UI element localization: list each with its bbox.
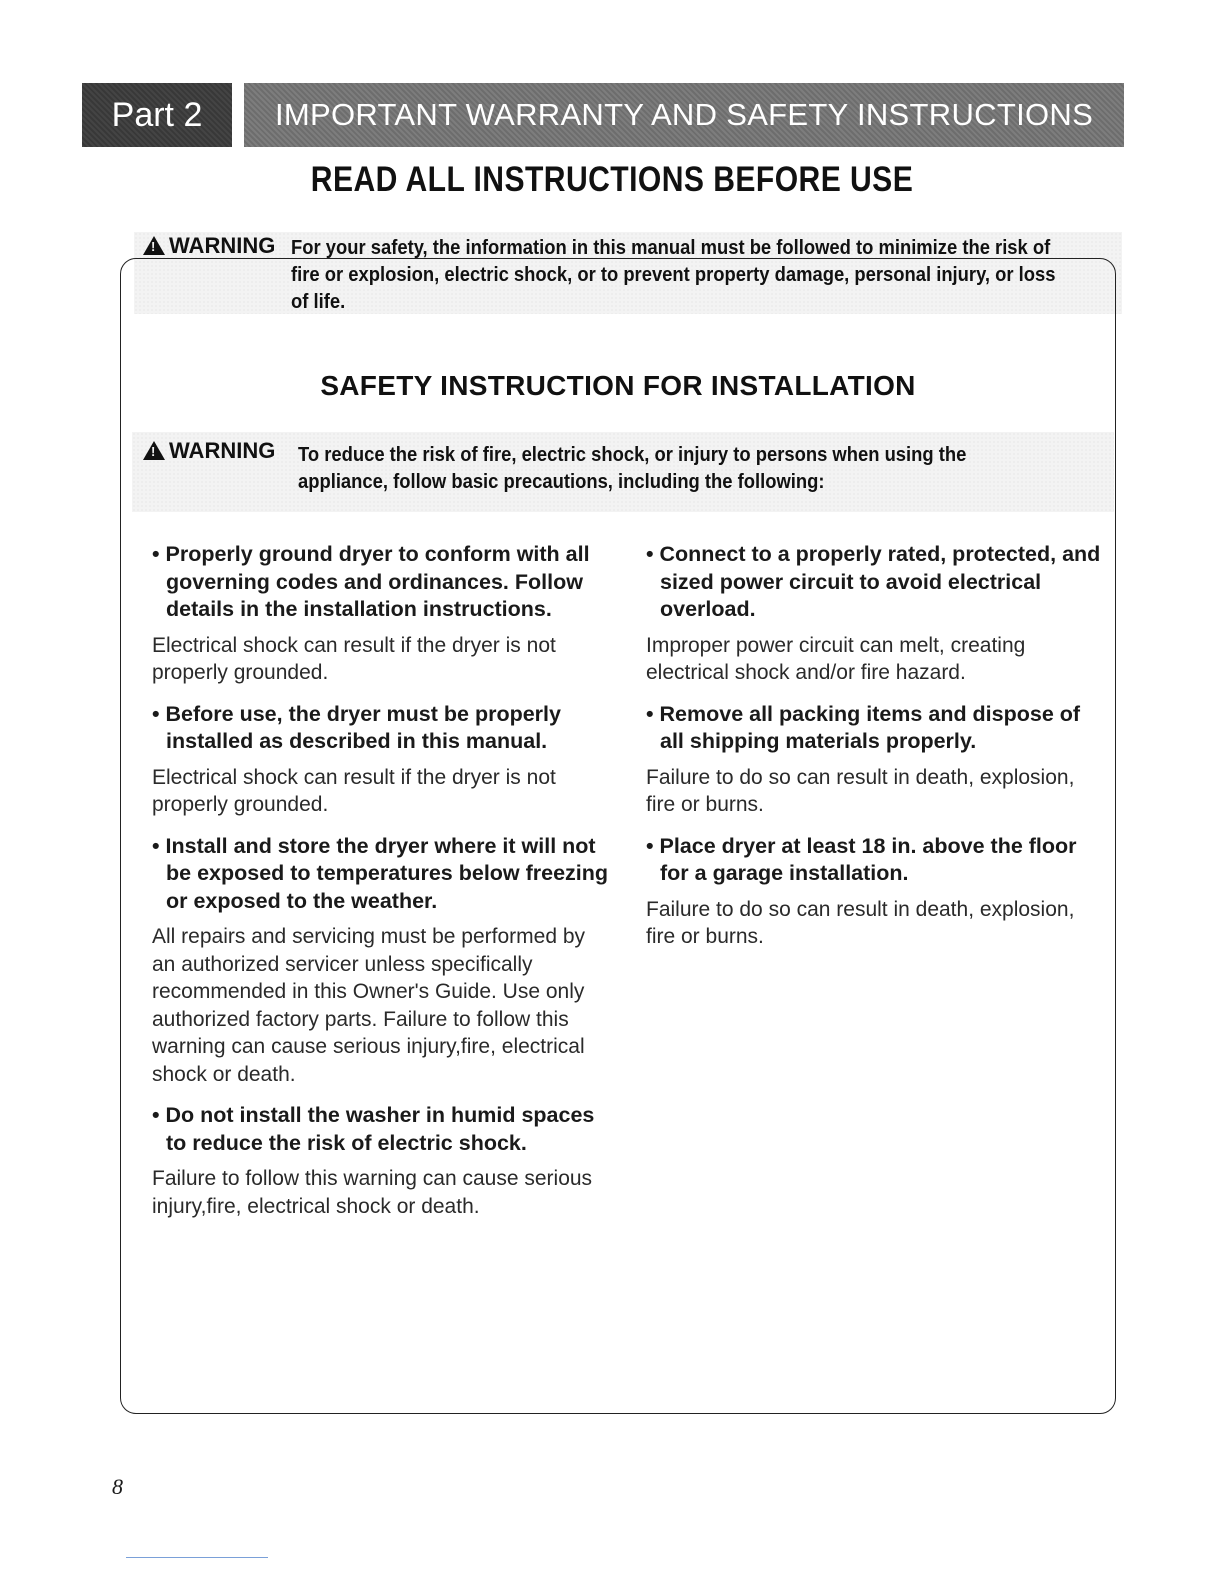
item-body: Improper power circuit can melt, creating electrical shock and/or fire hazard. [646,633,1026,684]
part-label: Part 2 [82,83,232,147]
item-heading: • Place dryer at least 18 in. above the floor for a garage installation. [646,833,1077,885]
header-divider [232,83,244,147]
warning-icon [143,236,165,255]
item-heading: • Install and store the dryer where it will not be exposed to temperatures below freezing or exposed to the weather. [152,833,609,913]
item-body: Electrical shock can result if the dryer is not properly grounded. [152,633,556,684]
list-item [644,541,1106,687]
main-heading: READ ALL INSTRUCTIONS BEFORE USE [310,160,914,199]
top-warning-line: fire or explosion, electric shock, or to prevent property damage, personal injury, or loss [291,264,1056,286]
section-title: SAFETY INSTRUCTION FOR INSTALLATION [320,370,916,401]
list-item [644,833,1106,951]
item-heading: • Remove all packing items and dispose of all shipping materials properly. [646,701,1081,753]
top-warning-line: of life. [291,291,346,313]
item-body: All repairs and servicing must be performed by an authorized servicer unless specifically recommended in this Owner's Guide. Use only authorized factory parts. Failure to follow this warning can cause serious injury,fire, electrical shock or death. [152,925,586,1086]
section-warning-text [298,442,997,496]
item-heading: • Connect to a properly rated, protected, and sized power circuit to avoid electrical overload. [646,542,1101,621]
top-warning-label [143,233,275,259]
footer-rule [126,1557,268,1558]
item-body: Electrical shock can result if the dryer is not properly grounded. [152,765,556,816]
item-heading: • Do not install the washer in humid spaces to reduce the risk of electric shock. [152,1103,595,1155]
top-warning-line: For your safety, the information in this manual must be followed to minimize the risk of [291,237,1051,259]
section-warning-line: To reduce the risk of fire, electric shock, or injury to persons when using the [298,444,967,466]
list-item [150,833,612,1089]
header-title: IMPORTANT WARRANTY AND SAFETY INSTRUCTIONS [274,97,1094,132]
section-warning-label-text: WARNING [169,438,276,463]
left-column [150,541,612,1234]
right-column [644,541,1106,965]
item-body: Failure to do so can result in death, explosion, fire or burns. [646,897,1075,948]
item-body: Failure to follow this warning can cause serious injury,fire, electrical shock or death. [152,1167,593,1218]
section-warning-label [143,438,275,464]
section-warning-line: appliance, follow basic precautions, including the following: [298,471,825,493]
list-item [150,1102,612,1220]
list-item [150,701,612,819]
item-body: Failure to do so can result in death, explosion, fire or burns. [646,765,1075,816]
item-heading: • Properly ground dryer to conform with all governing codes and ordinances. Follow details in the installation instructions. [152,542,590,621]
item-heading: • Before use, the dryer must be properly installed as described in this manual. [152,701,561,753]
top-warning-label-text: WARNING [169,233,276,258]
page-number: 8 [112,1474,123,1499]
list-item [150,541,612,687]
list-item [644,701,1106,819]
warning-icon [143,441,165,460]
